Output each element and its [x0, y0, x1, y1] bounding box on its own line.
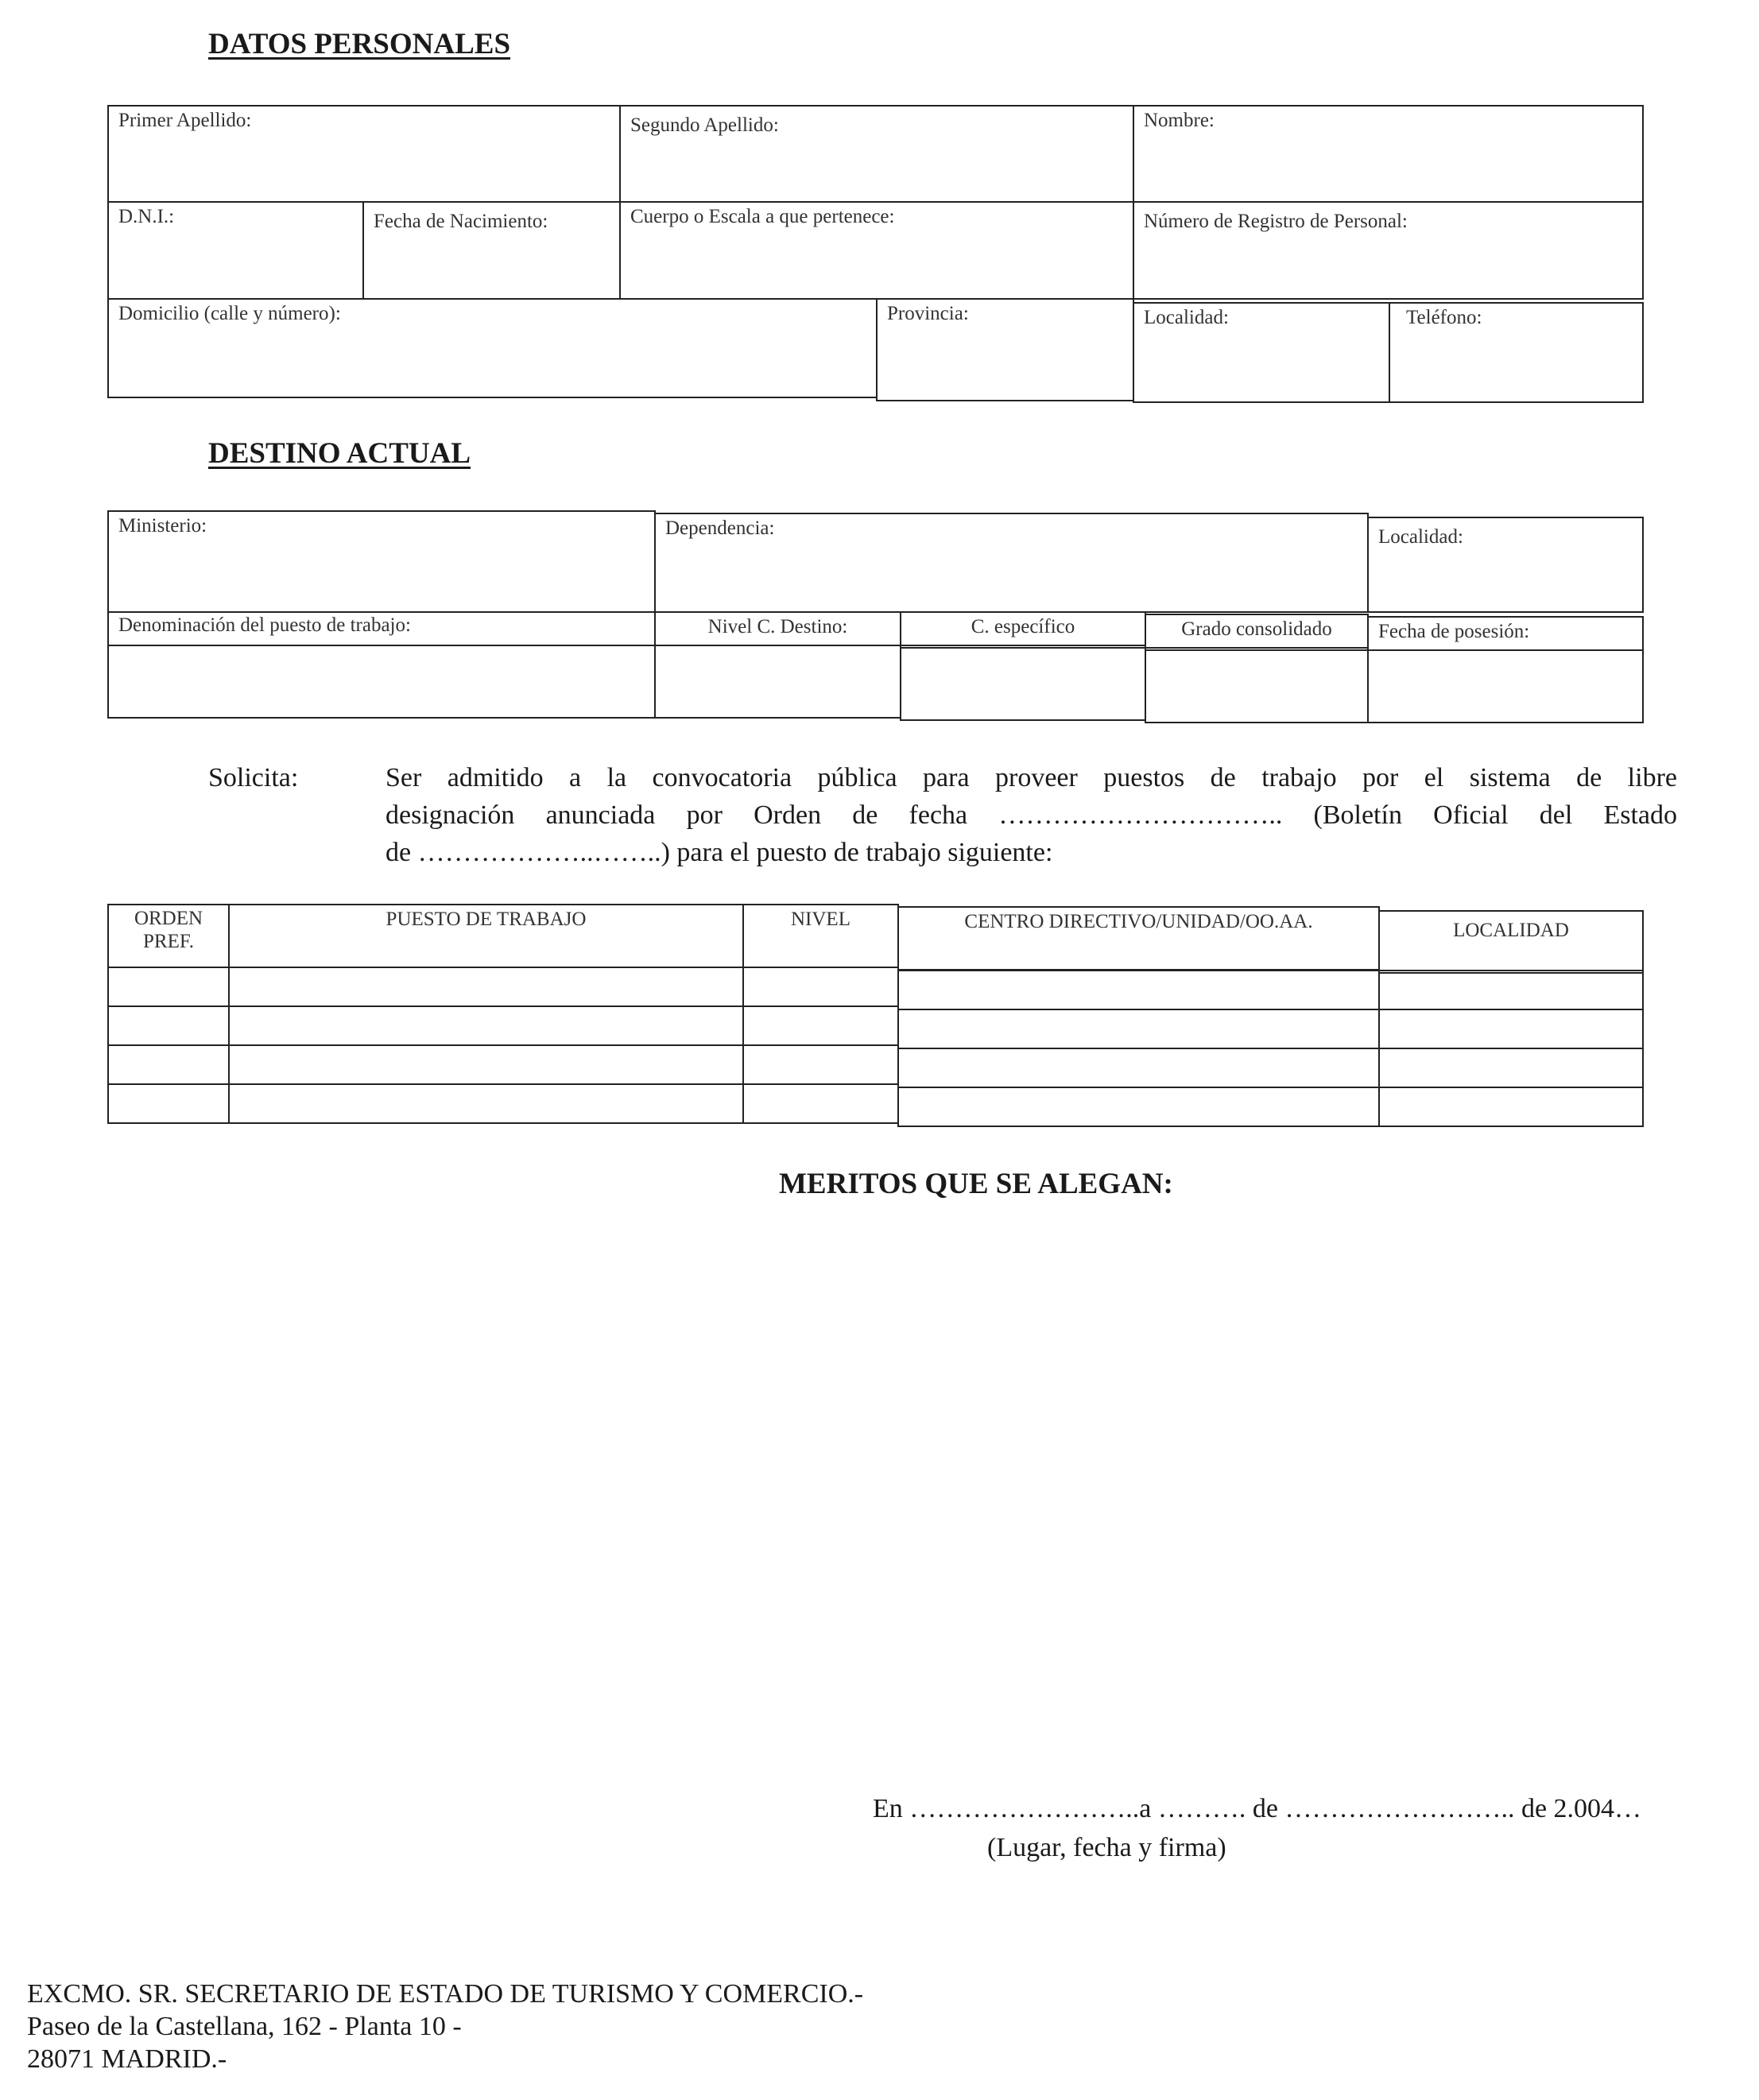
header-centro-directivo: CENTRO DIRECTIVO/UNIDAD/OO.AA. — [897, 906, 1380, 971]
signature-caption: (Lugar, fecha y firma) — [987, 1833, 1226, 1862]
addressee-city: 28071 MADRID.- — [27, 2044, 227, 2074]
field-ministerio[interactable] — [107, 510, 656, 613]
field-localidad[interactable] — [1133, 302, 1390, 403]
solicita-text — [386, 759, 1677, 871]
signature-line: En ……………………..a ………. de …………………….. de 2.004… — [873, 1794, 1642, 1823]
label: Grado consolidado — [1181, 618, 1332, 640]
solicita-line-2: designación anunciada por Orden de fecha ………………………….. (Boletín Oficial del Estado — [386, 800, 1677, 830]
field-fecha-nacimiento[interactable] — [362, 201, 621, 300]
header-fecha-posesion — [1367, 616, 1644, 651]
field-primer-apellido[interactable] — [107, 105, 621, 203]
label: Domicilio (calle y número): — [118, 303, 341, 324]
value-fecha-posesion[interactable] — [1367, 649, 1644, 723]
puestos-cell[interactable] — [897, 1048, 1380, 1088]
field-cuerpo-escala[interactable] — [619, 201, 1134, 300]
puestos-cell[interactable] — [897, 1009, 1380, 1049]
puestos-cell[interactable] — [228, 1044, 744, 1085]
section-destino-actual: DESTINO ACTUAL — [208, 437, 471, 470]
value-grado[interactable] — [1145, 649, 1369, 723]
header-nivel: NIVEL — [742, 904, 899, 968]
field-dni[interactable] — [107, 201, 364, 300]
puestos-cell[interactable] — [1378, 1009, 1644, 1049]
puestos-cell[interactable] — [1378, 1087, 1644, 1127]
header-especifico — [900, 611, 1146, 646]
label: Provincia: — [887, 303, 969, 324]
label: Primer Apellido: — [118, 110, 252, 131]
puestos-cell[interactable] — [107, 1044, 230, 1085]
puestos-cell[interactable] — [742, 1083, 899, 1124]
label: Teléfono: — [1406, 307, 1482, 328]
puestos-cell[interactable] — [228, 1083, 744, 1124]
field-dependencia[interactable] — [654, 513, 1369, 613]
label: Ministerio: — [118, 515, 207, 537]
label: Nivel C. Destino: — [707, 616, 848, 637]
addressee-title: EXCMO. SR. SECRETARIO DE ESTADO DE TURISMO Y COMERCIO.- — [27, 1979, 864, 2009]
label: Denominación del puesto de trabajo: — [118, 614, 411, 636]
puestos-cell[interactable] — [107, 1083, 230, 1124]
meritos-area[interactable] — [107, 1224, 1644, 1765]
header-nivel-destino — [654, 611, 901, 646]
section-meritos: MERITOS QUE SE ALEGAN: — [779, 1168, 1173, 1200]
field-provincia[interactable] — [876, 298, 1134, 401]
field-domicilio[interactable] — [107, 298, 878, 398]
field-localidad-destino[interactable] — [1367, 517, 1644, 613]
puestos-cell[interactable] — [897, 970, 1380, 1010]
addressee-street: Paseo de la Castellana, 162 - Planta 10 - — [27, 2012, 462, 2041]
puestos-cell[interactable] — [742, 1005, 899, 1046]
field-segundo-apellido[interactable] — [619, 105, 1134, 203]
field-registro-personal[interactable] — [1133, 201, 1644, 300]
puestos-cell[interactable] — [742, 967, 899, 1007]
puestos-cell[interactable] — [1378, 1048, 1644, 1088]
puestos-cell[interactable] — [107, 1005, 230, 1046]
label: Número de Registro de Personal: — [1144, 211, 1408, 232]
label: D.N.I.: — [118, 206, 175, 227]
label: Dependencia: — [665, 517, 775, 539]
field-nombre[interactable] — [1133, 105, 1644, 203]
solicita-label: Solicita: — [208, 763, 299, 792]
label: Nombre: — [1144, 110, 1215, 131]
label: Fecha de Nacimiento: — [374, 211, 548, 232]
header-denominacion — [107, 611, 656, 646]
solicita-line-1: Ser admitido a la convocatoria pública para proveer puestos de trabajo por el sistema de libre — [386, 763, 1677, 792]
puestos-cell[interactable] — [1378, 970, 1644, 1010]
puestos-cell[interactable] — [107, 967, 230, 1007]
header-puesto: PUESTO DE TRABAJO — [228, 904, 744, 968]
solicita-line-3: de ………………..……..) para el puesto de trabajo siguiente: — [386, 838, 1053, 867]
value-nivel-destino[interactable] — [654, 645, 901, 719]
header-grado — [1145, 614, 1369, 649]
header-orden-pref: ORDEN PREF. — [107, 904, 230, 968]
label: Fecha de posesión: — [1378, 621, 1530, 642]
field-telefono[interactable] — [1389, 302, 1644, 403]
puestos-cell[interactable] — [742, 1044, 899, 1085]
puestos-cell[interactable] — [228, 967, 744, 1007]
header-localidad: LOCALIDAD — [1378, 910, 1644, 974]
section-datos-personales: DATOS PERSONALES — [208, 28, 511, 60]
value-denominacion[interactable] — [107, 645, 656, 719]
label: Localidad: — [1144, 307, 1229, 328]
label: Segundo Apellido: — [630, 114, 779, 136]
puestos-cell[interactable] — [897, 1087, 1380, 1127]
label: Cuerpo o Escala a que pertenece: — [630, 206, 895, 227]
label: C. específico — [971, 616, 1075, 637]
puestos-cell[interactable] — [228, 1005, 744, 1046]
addressee — [27, 1978, 863, 2075]
value-especifico[interactable] — [900, 647, 1146, 721]
label: Localidad: — [1378, 526, 1463, 548]
